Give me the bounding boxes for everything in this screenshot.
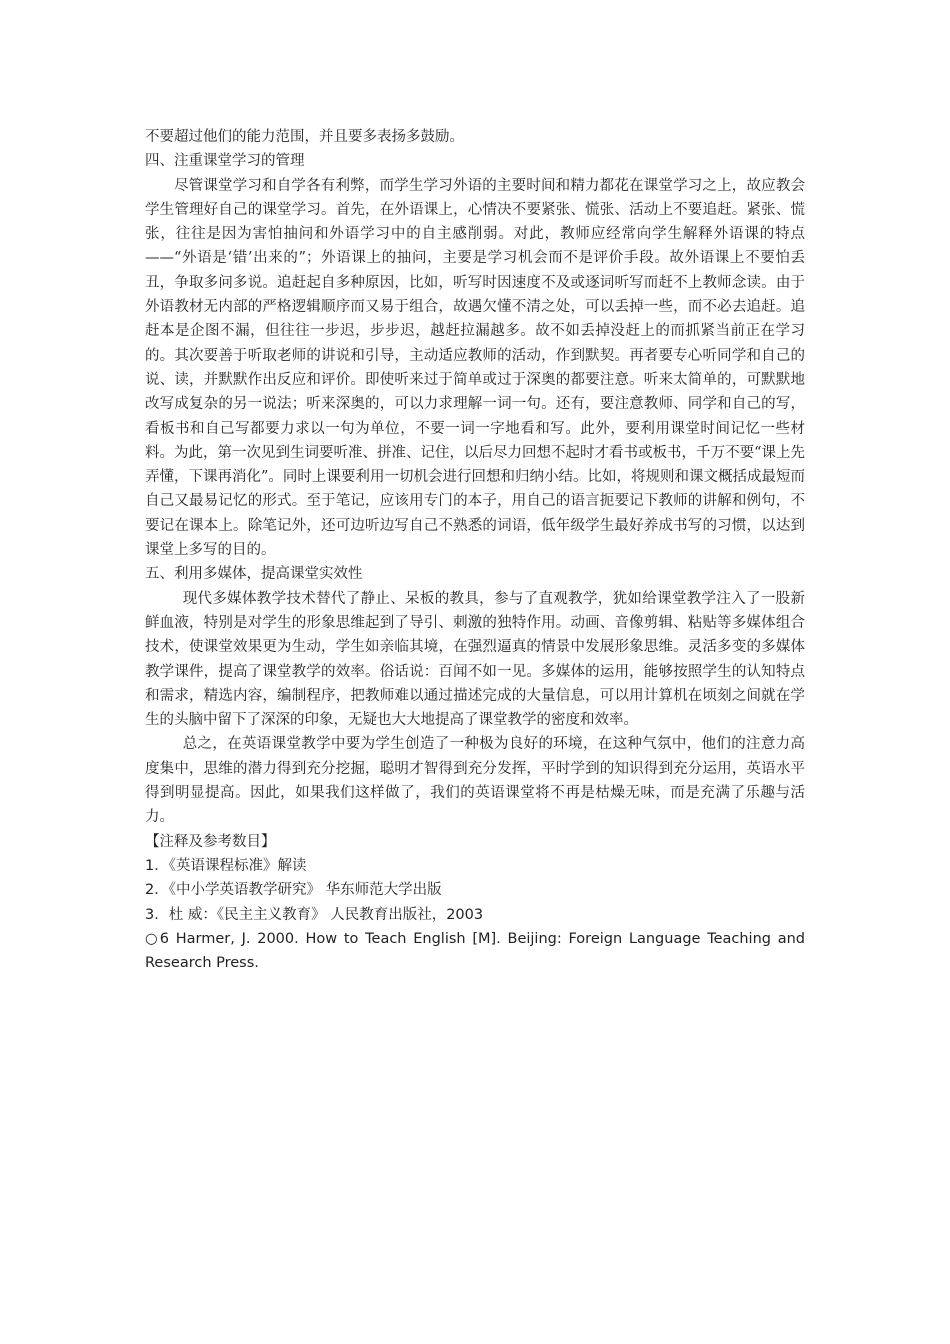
reference-item-2: 2．《中小学英语教学研究》 华东师范大学出版 (145, 882, 442, 899)
reference-item-3: 3．杜 威：《民主主义教育》 人民教育出版社，2003 (145, 906, 484, 923)
references-section (145, 830, 805, 976)
document-page (145, 125, 805, 975)
reference-item-4: ○6 Harmer, J. 2000. How to Teach English [M]. Beijing: Foreign Language Teaching and Research Press. (145, 930, 805, 972)
section-4-heading: 四、注重课堂学习的管理 (145, 153, 305, 170)
section-5-heading: 五、利用多媒体，提高课堂实效性 (145, 566, 363, 583)
conclusion-paragraph: 总之，在英语课堂教学中要为学生创造了一种极为良好的环境，在这种气氛中，他们的注意力高度集中，思维的潜力得到充分挖掘，聪明才智得到充分发挥，平时学到的知识得到充分运用，英语水平得到明显提高。因此，如果我们这样做了，我们的英语课堂将不再是枯燥无味，而是充满了乐趣与活力。 (145, 736, 805, 826)
section-5-paragraph: 现代多媒体教学技术替代了静止、呆板的教具，参与了直观教学，犹如给课堂教学注入了一股新鲜血液，特别是对学生的形象思维起到了导引、刺激的独特作用。动画、音像剪辑、粘贴等多媒体组合技术，使课堂效果更为生动，学生如亲临其境，在强烈逼真的情景中发展形象思维。灵活多变的多媒体教学课件，提高了课堂教学的效率。俗话说：百闻不如一见。多媒体的运用，能够按照学生的认知特点和需求，精选内容，编制程序，把教师难以通过描述完成的大量信息，可以用计算机在顷刻之间就在学生的头脑中留下了深深的印象，无疑也大大地提高了课堂教学的密度和效率。 (145, 590, 805, 729)
reference-item-1: 1．《英语课程标准》解读 (145, 857, 307, 874)
section-4-paragraph: 尽管课堂学习和自学各有利弊，而学生学习外语的主要时间和精力都花在课堂学习之上，故应教会学生管理好自己的课堂学习。首先，在外语课上，心情决不要紧张、慌张、活动上不要追赶。紧张、慌张，往往是因为害怕抽问和外语学习中的自主感削弱。对此，教师应经常向学生解释外语课的特点——“外语是‘错’出来的”；外语课上的抽问，主要是学习机会而不是评价手段。故外语课上不要怕丢丑，争取多问多说。追赶起自多种原因，比如，听写时因速度不及或逐词听写而赶不上教师念读。由于外语教材无内部的严格逻辑顺序而又易于组合，故遇欠懂不清之处，可以丢掉一些，而不必去追赶。追赶本是企图不漏，但往往一步迟，步步迟，越赶拉漏越多。故不如丢掉没赶上的而抓紧当前正在学习的。其次要善于听取老师的讲说和引导，主动适应教师的活动，作到默契。再者要专心听同学和自己的说、读，并默默作出反应和评价。即使听来过于简单或过于深奥的都要注意。听来太简单的，可默默地改写成复杂的另一说法；听来深奥的，可以力求理解一词一句。还有，要注意教师、同学和自己的写，看板书和自己写都要力求以一句为单位，不要一词一字地看和写。此外，要利用课堂时间记忆一些材料。为此，第一次见到生词要听准、拼准、记住，以后尽力回想不起时才看书或板书，千万不要“课上先弄懂，下课再消化”。同时上课要利用一切机会进行回想和归纳小结。比如，将规则和课文概括成最短而自己又最易记忆的形式。至于笔记，应该用专门的本子，用自己的语言扼要记下教师的讲解和例句，不要记在课本上。除笔记外，还可边听边写自己不熟悉的词语，低年级学生最好养成书写的习惯，以达到课堂上多写的目的。 (145, 177, 805, 559)
references-heading: 【注释及参考数目】 (145, 833, 276, 850)
intro-tail-paragraph: 不要超过他们的能力范围，并且要多表扬多鼓励。 (145, 129, 464, 145)
